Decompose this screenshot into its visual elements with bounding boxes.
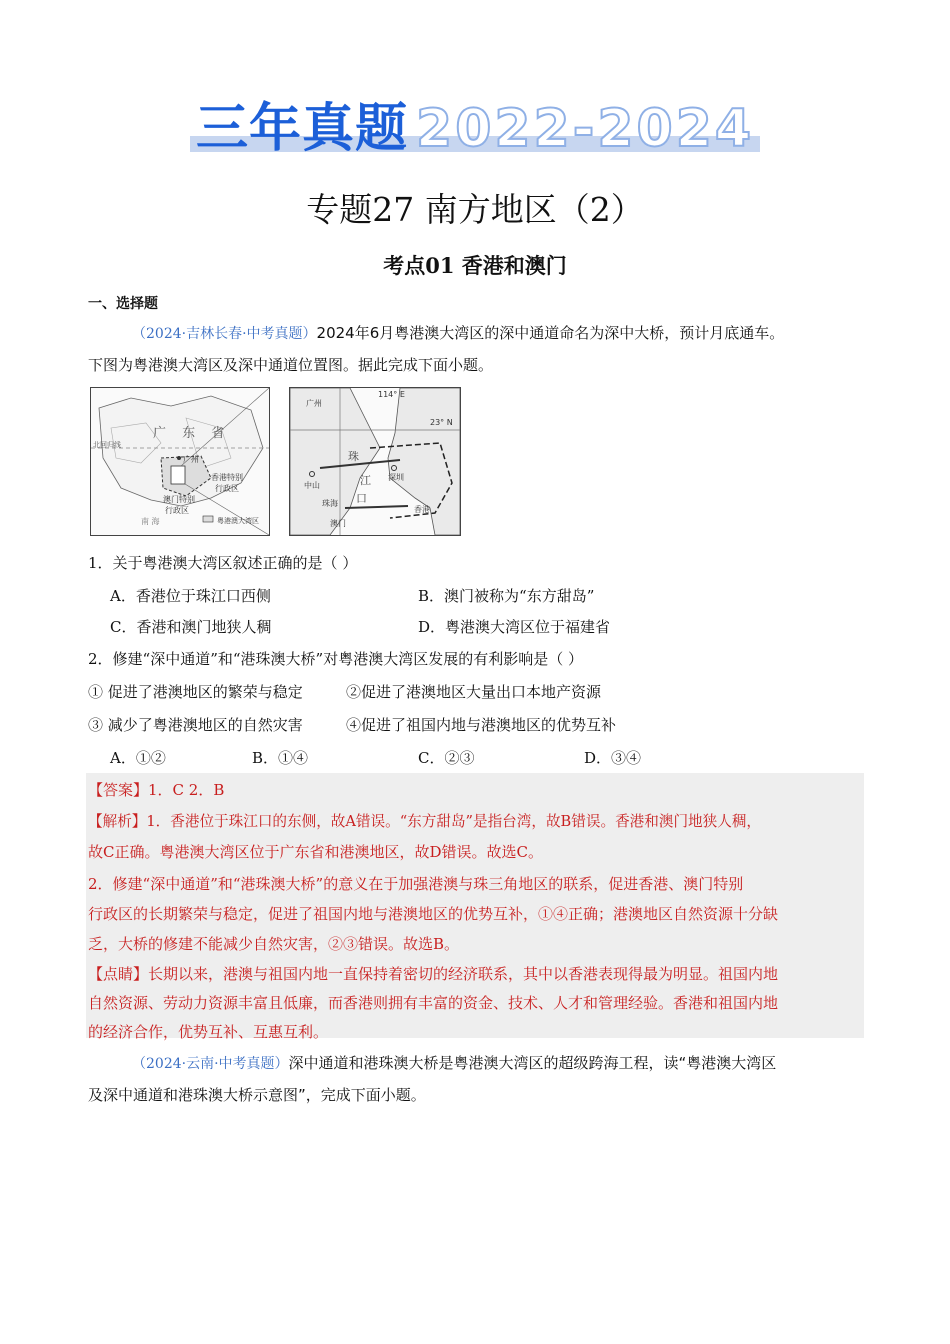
map-r-guangzhou-label: 广州 xyxy=(306,399,322,408)
q2-stem: 2．修建“深中通道”和“港珠澳大桥”对粤港澳大湾区发展的有利影响是（ ） xyxy=(88,650,583,668)
map-shenzhen-label: 深圳 xyxy=(388,473,404,482)
q2-option-d: D．③④ xyxy=(584,749,642,767)
banner-years: 2022-2024 xyxy=(416,99,755,159)
q1-stem: 1．关于粤港澳大湾区叙述正确的是（ ） xyxy=(88,554,358,572)
q-next-line1 xyxy=(132,1052,776,1073)
map-hk-label2: 行政区 xyxy=(215,484,239,493)
q-next-text1: 深中通道和港珠澳大桥是粤港澳大湾区的超级跨海工程，读“粤港澳大湾区 xyxy=(288,1054,777,1072)
map-lat-label: 23° N xyxy=(430,418,453,427)
analysis-line-1: 【解析】1．香港位于珠江口的东侧，故A错误。“东方甜岛”是指台湾，故B错误。香港和澳门地狭人稠， xyxy=(88,813,762,830)
map-zhongshan-label: 中山 xyxy=(304,481,320,490)
q2-option-a: A．①② xyxy=(110,749,166,767)
analysis-line-2: 故C正确。粤港澳大湾区位于广东省和港澳地区，故D错误。故选C。 xyxy=(88,843,543,861)
q1-option-b: B．澳门被称为“东方甜岛” xyxy=(418,587,595,605)
map-sea-label: 南 海 xyxy=(141,517,160,526)
q-intro-source: （2024·吉林长春·中考真题） xyxy=(132,326,317,342)
banner-text xyxy=(196,86,754,161)
banner-zh: 三年真题 xyxy=(196,99,409,159)
q-next-line2: 及深中通道和港珠澳大桥示意图”，完成下面小题。 xyxy=(88,1086,426,1104)
answer-line: 【答案】1．C 2．B xyxy=(88,781,225,799)
map-river-label1: 珠 xyxy=(348,450,359,463)
q-intro-line1 xyxy=(132,322,784,343)
map-macau-label2: 行政区 xyxy=(165,506,189,515)
map-legend-label: 粤港澳大湾区 xyxy=(217,517,259,525)
page-subtitle: 考点01 香港和澳门 xyxy=(383,253,567,278)
q2-item-3: ③ 减少了粤港澳地区的自然灾害 xyxy=(88,716,303,734)
q2-item-2: ②促进了港澳地区大量出口本地产资源 xyxy=(346,683,602,701)
q2-option-b: B．①④ xyxy=(252,749,309,767)
q2-option-c: C．②③ xyxy=(418,749,475,767)
map-tropic-label: 北回归线 xyxy=(93,441,121,449)
q-next-source: （2024·云南·中考真题） xyxy=(132,1056,289,1072)
q-intro-line2: 下图为粤港澳大湾区及深中通道位置图。据此完成下面小题。 xyxy=(88,356,494,374)
q1-option-d: D．粤港澳大湾区位于福建省 xyxy=(418,618,611,636)
map-pearl-river xyxy=(289,387,461,536)
tip-line-3: 的经济合作，优势互补、互惠互利。 xyxy=(88,1023,329,1041)
map-hk-label: 香港特别 xyxy=(211,473,243,482)
analysis-line-5: 乏，大桥的修建不能减少自然灾害，②③错误。故选B。 xyxy=(88,935,460,953)
q1-option-c: C．香港和澳门地狭人稠 xyxy=(110,618,272,636)
q-intro-text1: 2024年6月粤港澳大湾区的深中通道命名为深中大桥，预计月底通车。 xyxy=(316,324,785,342)
map-river-label3: 口 xyxy=(356,492,367,505)
map-r-macau-label: 澳门 xyxy=(330,519,346,528)
header-banner xyxy=(190,92,760,159)
q2-item-4: ④促进了祖国内地与港澳地区的优势互补 xyxy=(346,716,617,734)
map-r-hk-label: 香港 xyxy=(414,505,430,514)
page-title: 专题27 南方地区（2） xyxy=(306,190,644,229)
tip-line-2: 自然资源、劳动力资源丰富且低廉，而香港则拥有丰富的资金、技术、人才和管理经验。香港和祖国内地 xyxy=(88,994,779,1012)
map-river-label2: 江 xyxy=(360,474,371,487)
map-pearl-river-drawing xyxy=(290,388,460,535)
q2-item-1: ① 促进了港澳地区的繁荣与稳定 xyxy=(88,683,303,701)
analysis-line-3: 2．修建“深中通道”和“港珠澳大桥”的意义在于加强港澳与珠三角地区的联系，促进香港、澳门特别 xyxy=(88,875,744,893)
map-guangzhou-label: 广州 xyxy=(183,455,199,464)
map-macau-label: 澳门特别 xyxy=(163,495,195,504)
map-lon-label: 114° E xyxy=(378,390,405,399)
section-heading: 一、选择题 xyxy=(88,296,158,312)
q1-option-a: A．香港位于珠江口西侧 xyxy=(110,587,271,605)
map-province-label: 广 东 省 xyxy=(153,426,231,441)
tip-line-1: 【点睛】长期以来，港澳与祖国内地一直保持着密切的经济联系，其中以香港表现得最为明显。祖国内地 xyxy=(88,965,779,983)
analysis-line-4: 行政区的长期繁荣与稳定，促进了祖国内地与港澳地区的优势互补，①④正确；港澳地区自然资源十分缺 xyxy=(88,905,779,923)
map-guangdong xyxy=(90,387,270,536)
map-zhuhai-label: 珠海 xyxy=(322,499,338,508)
